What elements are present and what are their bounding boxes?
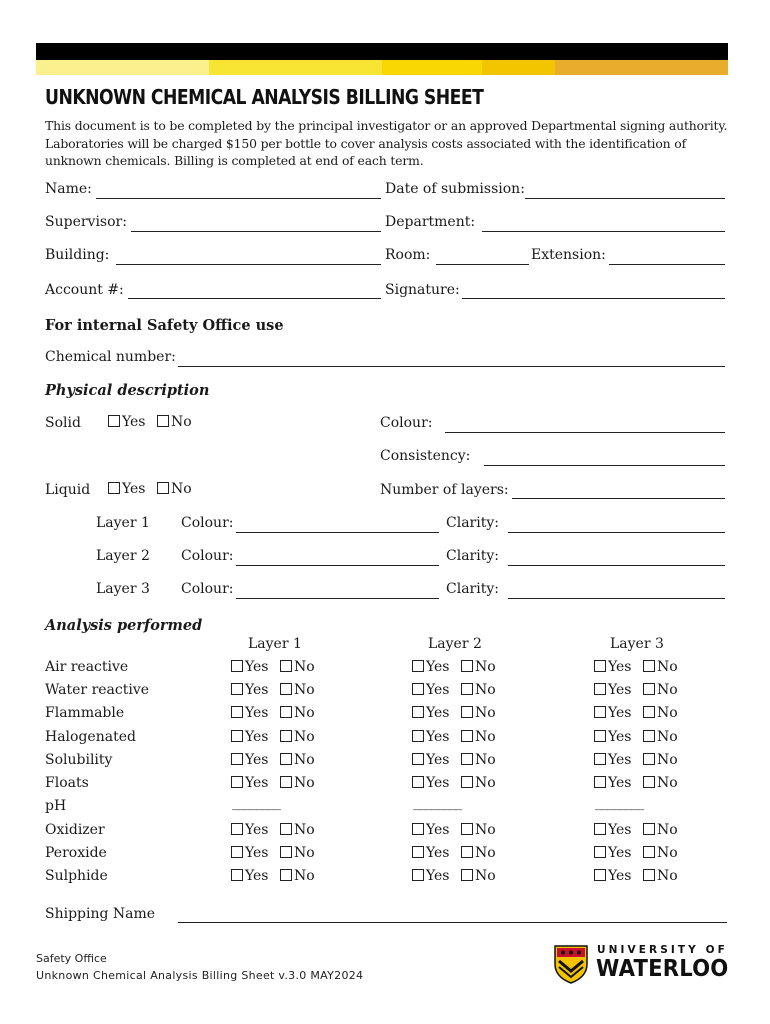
checkbox-icon	[461, 869, 473, 881]
consistency-label: Consistency:	[380, 448, 471, 464]
checkbox-icon	[412, 776, 424, 788]
header-stripe-4	[482, 60, 555, 75]
name-field[interactable]	[96, 198, 381, 199]
layer-2-colour-label: Colour:	[181, 548, 234, 564]
checkbox-icon	[280, 869, 292, 881]
analysis-yes-checkbox-layer-1[interactable]: Yes	[231, 752, 269, 768]
analysis-yes-checkbox-layer-1[interactable]: Yes	[231, 822, 269, 838]
checkbox-icon	[643, 869, 655, 881]
layer-1-clarity-label: Clarity:	[446, 515, 499, 531]
checkbox-icon	[594, 660, 606, 672]
account-field[interactable]	[128, 298, 381, 299]
analysis-layer-1-header: Layer 1	[248, 636, 302, 652]
analysis-yes-checkbox-layer-3[interactable]: Yes	[594, 868, 632, 884]
liquid-no-checkbox[interactable]: No	[157, 481, 192, 497]
footer-office: Safety Office	[36, 952, 107, 965]
page-title: UNKNOWN CHEMICAL ANALYSIS BILLING SHEET	[45, 85, 484, 109]
analysis-row-label: Solubility	[45, 752, 113, 768]
checkbox-icon	[412, 706, 424, 718]
checkbox-icon	[461, 683, 473, 695]
number-of-layers-field[interactable]	[512, 498, 725, 499]
analysis-yes-checkbox-layer-2[interactable]: Yes	[412, 682, 450, 698]
layer-3-clarity-label: Clarity:	[446, 581, 499, 597]
analysis-yes-checkbox-layer-1[interactable]: Yes	[231, 868, 269, 884]
checkbox-icon	[412, 869, 424, 881]
analysis-row-label: Flammable	[45, 705, 125, 721]
analysis-no-checkbox-layer-1[interactable]: No	[280, 845, 315, 861]
analysis-yes-checkbox-layer-3[interactable]: Yes	[594, 682, 632, 698]
checkbox-icon	[643, 706, 655, 718]
checkbox-icon	[594, 706, 606, 718]
analysis-yes-checkbox-layer-3[interactable]: Yes	[594, 752, 632, 768]
checkbox-icon	[594, 869, 606, 881]
checkbox-icon	[594, 823, 606, 835]
checkbox-icon	[412, 753, 424, 765]
analysis-yes-checkbox-layer-3[interactable]: Yes	[594, 659, 632, 675]
checkbox-icon	[461, 753, 473, 765]
analysis-no-checkbox-layer-2[interactable]: No	[461, 752, 496, 768]
checkbox-icon	[412, 846, 424, 858]
analysis-yes-checkbox-layer-3[interactable]: Yes	[594, 775, 632, 791]
account-label: Account #:	[45, 282, 124, 298]
checkbox-icon	[108, 482, 120, 494]
analysis-yes-checkbox-layer-1[interactable]: Yes	[231, 775, 269, 791]
checkbox-icon	[280, 660, 292, 672]
signature-field[interactable]	[462, 298, 725, 299]
department-field[interactable]	[482, 231, 725, 232]
analysis-no-checkbox-layer-2[interactable]: No	[461, 659, 496, 675]
analysis-no-checkbox-layer-3[interactable]: No	[643, 868, 678, 884]
number-of-layers-label: Number of layers:	[380, 482, 509, 498]
analysis-yes-checkbox-layer-2[interactable]: Yes	[412, 868, 450, 884]
checkbox-icon	[461, 846, 473, 858]
checkbox-icon	[461, 823, 473, 835]
analysis-no-checkbox-layer-1[interactable]: No	[280, 775, 315, 791]
analysis-yes-checkbox-layer-3[interactable]: Yes	[594, 845, 632, 861]
footer-document-version: Unknown Chemical Analysis Billing Sheet v.3.0 MAY2024	[36, 969, 364, 982]
analysis-yes-checkbox-layer-2[interactable]: Yes	[412, 659, 450, 675]
checkbox-icon	[280, 730, 292, 742]
layer-1-clarity-field[interactable]	[508, 532, 725, 533]
analysis-no-checkbox-layer-1[interactable]: No	[280, 705, 315, 721]
building-label: Building:	[45, 247, 110, 263]
checkbox-icon	[643, 823, 655, 835]
internal-use-heading: For internal Safety Office use	[45, 317, 284, 334]
analysis-yes-checkbox-layer-3[interactable]: Yes	[594, 822, 632, 838]
analysis-yes-checkbox-layer-2[interactable]: Yes	[412, 775, 450, 791]
header-stripe-3	[382, 60, 482, 75]
layer-1-colour-field[interactable]	[236, 532, 439, 533]
extension-label: Extension:	[531, 247, 606, 263]
analysis-no-checkbox-layer-2[interactable]: No	[461, 775, 496, 791]
analysis-no-checkbox-layer-3[interactable]: No	[643, 845, 678, 861]
checkbox-icon	[231, 683, 243, 695]
solid-colour-field[interactable]	[445, 432, 725, 433]
date-label: Date of submission:	[385, 181, 525, 197]
analysis-no-checkbox-layer-3[interactable]: No	[643, 659, 678, 675]
checkbox-icon	[231, 753, 243, 765]
solid-no-checkbox[interactable]: No	[157, 414, 192, 430]
checkbox-icon	[643, 846, 655, 858]
liquid-yes-checkbox[interactable]: Yes	[108, 481, 146, 497]
checkbox-icon	[412, 730, 424, 742]
name-label: Name:	[45, 181, 92, 197]
layer-2-clarity-field[interactable]	[508, 565, 725, 566]
analysis-no-checkbox-layer-2[interactable]: No	[461, 822, 496, 838]
signature-label: Signature:	[385, 282, 460, 298]
checkbox-icon	[412, 683, 424, 695]
shipping-name-label: Shipping Name	[45, 906, 156, 922]
checkbox-icon	[231, 730, 243, 742]
checkbox-icon	[231, 706, 243, 718]
analysis-performed-heading: Analysis performed	[45, 617, 203, 634]
supervisor-label: Supervisor:	[45, 214, 127, 230]
analysis-no-checkbox-layer-2[interactable]: No	[461, 845, 496, 861]
header-black-bar	[36, 43, 728, 60]
analysis-yes-checkbox-layer-3[interactable]: Yes	[594, 705, 632, 721]
analysis-yes-checkbox-layer-1[interactable]: Yes	[231, 729, 269, 745]
analysis-yes-checkbox-layer-1[interactable]: Yes	[231, 705, 269, 721]
analysis-no-checkbox-layer-3[interactable]: No	[643, 682, 678, 698]
checkbox-icon	[594, 753, 606, 765]
checkbox-icon	[231, 776, 243, 788]
analysis-no-checkbox-layer-1[interactable]: No	[280, 659, 315, 675]
checkbox-icon	[157, 482, 169, 494]
analysis-no-checkbox-layer-3[interactable]: No	[643, 729, 678, 745]
checkbox-icon	[594, 846, 606, 858]
analysis-yes-checkbox-layer-2[interactable]: Yes	[412, 752, 450, 768]
checkbox-icon	[412, 823, 424, 835]
checkbox-icon	[643, 660, 655, 672]
analysis-no-checkbox-layer-2[interactable]: No	[461, 729, 496, 745]
analysis-no-checkbox-layer-3[interactable]: No	[643, 752, 678, 768]
analysis-row-label: pH	[45, 798, 67, 814]
layer-2-colour-field[interactable]	[236, 565, 439, 566]
checkbox-icon	[594, 776, 606, 788]
analysis-no-checkbox-layer-2[interactable]: No	[461, 868, 496, 884]
room-field[interactable]	[436, 264, 529, 265]
university-crest-icon	[553, 944, 589, 984]
header-stripe-1	[36, 60, 209, 75]
department-label: Department:	[385, 214, 476, 230]
supervisor-field[interactable]	[131, 231, 381, 232]
checkbox-icon	[594, 730, 606, 742]
analysis-row-label: Oxidizer	[45, 822, 105, 838]
analysis-yes-checkbox-layer-1[interactable]: Yes	[231, 659, 269, 675]
checkbox-icon	[461, 706, 473, 718]
checkbox-icon	[280, 846, 292, 858]
analysis-yes-checkbox-layer-1[interactable]: Yes	[231, 682, 269, 698]
logo-waterloo: WATERLOO	[596, 956, 729, 982]
checkbox-icon	[280, 776, 292, 788]
analysis-layer-2-header: Layer 2	[428, 636, 482, 652]
chemical-number-field[interactable]	[178, 366, 725, 367]
layer-3-label: Layer 3	[96, 581, 150, 597]
analysis-yes-checkbox-layer-3[interactable]: Yes	[594, 729, 632, 745]
ph-layer-3-field[interactable]: ________	[595, 795, 643, 811]
chemical-number-label: Chemical number:	[45, 349, 176, 365]
analysis-no-checkbox-layer-3[interactable]: No	[643, 775, 678, 791]
physical-description-heading: Physical description	[45, 382, 210, 399]
analysis-no-checkbox-layer-1[interactable]: No	[280, 729, 315, 745]
date-field[interactable]	[525, 198, 725, 199]
checkbox-icon	[280, 706, 292, 718]
checkbox-icon	[231, 823, 243, 835]
analysis-row-label: Halogenated	[45, 729, 136, 745]
solid-colour-label: Colour:	[380, 415, 433, 431]
checkbox-icon	[108, 415, 120, 427]
analysis-no-checkbox-layer-3[interactable]: No	[643, 705, 678, 721]
layer-2-clarity-label: Clarity:	[446, 548, 499, 564]
checkbox-icon	[643, 730, 655, 742]
consistency-field[interactable]	[484, 465, 725, 466]
solid-label: Solid	[45, 415, 81, 431]
layer-1-label: Layer 1	[96, 515, 150, 531]
solid-yes-checkbox[interactable]: Yes	[108, 414, 146, 430]
analysis-no-checkbox-layer-1[interactable]: No	[280, 682, 315, 698]
shipping-name-field[interactable]	[178, 922, 727, 923]
checkbox-icon	[280, 823, 292, 835]
analysis-no-checkbox-layer-2[interactable]: No	[461, 682, 496, 698]
analysis-no-checkbox-layer-1[interactable]: No	[280, 868, 315, 884]
ph-layer-1-field[interactable]: ________	[232, 795, 280, 811]
ph-layer-2-field[interactable]: ________	[413, 795, 461, 811]
checkbox-icon	[231, 869, 243, 881]
analysis-row-label: Peroxide	[45, 845, 107, 861]
analysis-yes-checkbox-layer-2[interactable]: Yes	[412, 822, 450, 838]
checkbox-icon	[231, 846, 243, 858]
checkbox-icon	[461, 730, 473, 742]
checkbox-icon	[643, 683, 655, 695]
layer-2-label: Layer 2	[96, 548, 150, 564]
analysis-yes-checkbox-layer-2[interactable]: Yes	[412, 729, 450, 745]
logo-university-of: UNIVERSITY OF	[597, 944, 728, 956]
checkbox-icon	[643, 776, 655, 788]
checkbox-icon	[643, 753, 655, 765]
layer-3-colour-label: Colour:	[181, 581, 234, 597]
checkbox-icon	[461, 660, 473, 672]
analysis-row-label: Air reactive	[45, 659, 129, 675]
layer-3-colour-field[interactable]	[236, 598, 439, 599]
checkbox-icon	[157, 415, 169, 427]
header-stripe-2	[209, 60, 382, 75]
extension-field[interactable]	[609, 264, 725, 265]
analysis-yes-checkbox-layer-2[interactable]: Yes	[412, 845, 450, 861]
checkbox-icon	[461, 776, 473, 788]
analysis-no-checkbox-layer-2[interactable]: No	[461, 705, 496, 721]
analysis-no-checkbox-layer-1[interactable]: No	[280, 822, 315, 838]
checkbox-icon	[412, 660, 424, 672]
analysis-no-checkbox-layer-3[interactable]: No	[643, 822, 678, 838]
checkbox-icon	[594, 683, 606, 695]
liquid-label: Liquid	[45, 482, 91, 498]
checkbox-icon	[280, 753, 292, 765]
analysis-row-label: Floats	[45, 775, 89, 791]
layer-3-clarity-field[interactable]	[508, 598, 725, 599]
analysis-row-label: Sulphide	[45, 868, 108, 884]
analysis-no-checkbox-layer-1[interactable]: No	[280, 752, 315, 768]
checkbox-icon	[280, 683, 292, 695]
intro-text: This document is to be completed by the principal investigator or an approved Departmental signing authority. Laboratories will be charged $150 per bottle to cover analysis costs associated with the identification of unknown chemicals. Billing is completed at end of each term.	[45, 118, 728, 168]
checkbox-icon	[231, 660, 243, 672]
building-field[interactable]	[116, 264, 381, 265]
analysis-yes-checkbox-layer-1[interactable]: Yes	[231, 845, 269, 861]
header-stripe-5	[555, 60, 728, 75]
analysis-layer-3-header: Layer 3	[610, 636, 664, 652]
layer-1-colour-label: Colour:	[181, 515, 234, 531]
analysis-yes-checkbox-layer-2[interactable]: Yes	[412, 705, 450, 721]
analysis-row-label: Water reactive	[45, 682, 150, 698]
room-label: Room:	[385, 247, 431, 263]
